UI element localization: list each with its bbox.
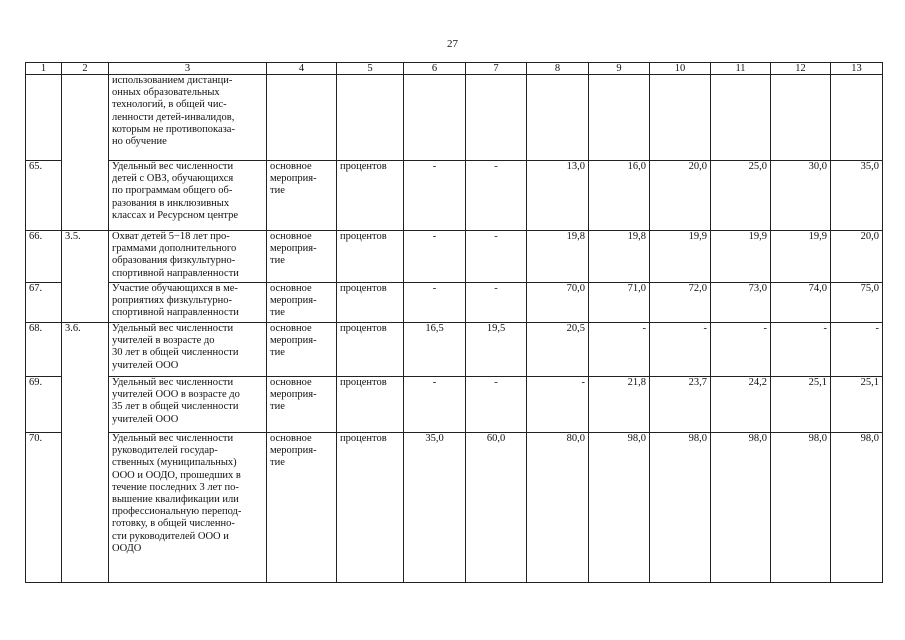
row-number-cell: 69. — [26, 377, 62, 433]
column-number-11: 11 — [711, 63, 771, 75]
description-cell: Удельный вес численности руководителей государ- ственных (муниципальных) ООО и ООДО, прошедших в течение последних 3 лет по- вышение квалификации или профессиональную перепод- готовку, в общей численно- сти руководителей ООО и ООДО — [109, 433, 267, 583]
column-number-10: 10 — [650, 63, 711, 75]
section-cell — [62, 433, 109, 583]
type-cell: основное мероприя- тие — [267, 231, 337, 283]
value-cell: 25,1 — [771, 377, 831, 433]
value-cell: 70,0 — [527, 283, 589, 323]
value-cell: - — [527, 377, 589, 433]
description-cell: Участие обучающихся в ме- роприятиях физкультурно- спортивной направленности — [109, 283, 267, 323]
table-row — [26, 433, 883, 583]
section-cell — [62, 161, 109, 231]
empty-cell — [589, 75, 650, 161]
value-cell: 24,2 — [711, 377, 771, 433]
row-number-cell: 70. — [26, 433, 62, 583]
value-cell: 23,7 — [650, 377, 711, 433]
column-number-2: 2 — [62, 63, 109, 75]
value-cell: - — [404, 161, 466, 231]
column-number-9: 9 — [589, 63, 650, 75]
value-cell: 35,0 — [404, 433, 466, 583]
empty-cell — [466, 75, 527, 161]
column-number-12: 12 — [771, 63, 831, 75]
value-cell: 19,9 — [711, 231, 771, 283]
value-cell: - — [466, 161, 527, 231]
unit-cell: процентов — [337, 377, 404, 433]
type-cell: основное мероприя- тие — [267, 377, 337, 433]
value-cell: 20,0 — [650, 161, 711, 231]
value-cell: 16,0 — [589, 161, 650, 231]
indicators-table — [25, 62, 883, 583]
unit-cell: процентов — [337, 433, 404, 583]
page-number: 27 — [447, 38, 458, 50]
type-cell: основное мероприя- тие — [267, 323, 337, 377]
value-cell: 25,1 — [831, 377, 883, 433]
value-cell: 19,5 — [466, 323, 527, 377]
empty-cell — [831, 75, 883, 161]
column-number-3: 3 — [109, 63, 267, 75]
table-row — [26, 161, 883, 231]
row-number-cell: 65. — [26, 161, 62, 231]
section-cell — [62, 377, 109, 433]
description-cell: Удельный вес численности учителей ООО в возрасте до 35 лет в общей численности учителей ООО — [109, 377, 267, 433]
value-cell: - — [466, 283, 527, 323]
value-cell: 19,9 — [771, 231, 831, 283]
description-cell: Удельный вес численности учителей в возрасте до 30 лет в общей численности учителей ООО — [109, 323, 267, 377]
unit-cell: процентов — [337, 323, 404, 377]
value-cell: 20,5 — [527, 323, 589, 377]
unit-cell: процентов — [337, 161, 404, 231]
description-cell: Охват детей 5−18 лет про- граммами дополнительного образования физкультурно- спортивной направленности — [109, 231, 267, 283]
column-number-4: 4 — [267, 63, 337, 75]
value-cell: - — [711, 323, 771, 377]
value-cell: 71,0 — [589, 283, 650, 323]
section-cell: 3.6. — [62, 323, 109, 377]
value-cell: - — [650, 323, 711, 377]
row-number-cell: 66. — [26, 231, 62, 283]
empty-cell — [527, 75, 589, 161]
value-cell: 25,0 — [711, 161, 771, 231]
value-cell: - — [466, 231, 527, 283]
description-cell: использованием дистанци- онных образовательных технологий, в общей чис- ленности детей-инвалидов, которым не противопоказа- но обучение — [109, 75, 267, 161]
column-number-7: 7 — [466, 63, 527, 75]
unit-cell: процентов — [337, 283, 404, 323]
empty-cell — [771, 75, 831, 161]
value-cell: - — [589, 323, 650, 377]
value-cell: 72,0 — [650, 283, 711, 323]
value-cell: 19,8 — [527, 231, 589, 283]
section-cell — [62, 75, 109, 161]
value-cell: 98,0 — [771, 433, 831, 583]
value-cell: 60,0 — [466, 433, 527, 583]
table-row — [26, 323, 883, 377]
column-number-8: 8 — [527, 63, 589, 75]
section-cell — [62, 283, 109, 323]
value-cell: 35,0 — [831, 161, 883, 231]
type-cell: основное мероприя- тие — [267, 283, 337, 323]
value-cell: 98,0 — [711, 433, 771, 583]
unit-cell: процентов — [337, 231, 404, 283]
value-cell: 98,0 — [650, 433, 711, 583]
type-cell: основное мероприя- тие — [267, 433, 337, 583]
value-cell: - — [771, 323, 831, 377]
value-cell: 98,0 — [589, 433, 650, 583]
table-row — [26, 75, 883, 161]
section-cell: 3.5. — [62, 231, 109, 283]
row-number-cell: 68. — [26, 323, 62, 377]
type-cell: основное мероприя- тие — [267, 161, 337, 231]
row-number-cell: 67. — [26, 283, 62, 323]
table-row — [26, 231, 883, 283]
value-cell: 30,0 — [771, 161, 831, 231]
column-numbers-row — [26, 63, 883, 75]
value-cell: 19,9 — [650, 231, 711, 283]
column-number-5: 5 — [337, 63, 404, 75]
row-number-cell — [26, 75, 62, 161]
value-cell: 73,0 — [711, 283, 771, 323]
value-cell: 21,8 — [589, 377, 650, 433]
empty-cell — [711, 75, 771, 161]
column-number-13: 13 — [831, 63, 883, 75]
value-cell: 74,0 — [771, 283, 831, 323]
empty-cell — [337, 75, 404, 161]
column-number-6: 6 — [404, 63, 466, 75]
description-cell: Удельный вес численности детей с ОВЗ, обучающихся по программам общего об- разования в инклюзивных классах и Ресурсном центре — [109, 161, 267, 231]
empty-cell — [404, 75, 466, 161]
value-cell: - — [831, 323, 883, 377]
value-cell: - — [404, 377, 466, 433]
value-cell: - — [466, 377, 527, 433]
value-cell: 20,0 — [831, 231, 883, 283]
value-cell: 13,0 — [527, 161, 589, 231]
value-cell: 98,0 — [831, 433, 883, 583]
value-cell: - — [404, 283, 466, 323]
value-cell: 19,8 — [589, 231, 650, 283]
empty-cell — [650, 75, 711, 161]
value-cell: 75,0 — [831, 283, 883, 323]
column-number-1: 1 — [26, 63, 62, 75]
value-cell: - — [404, 231, 466, 283]
value-cell: 16,5 — [404, 323, 466, 377]
table-row — [26, 283, 883, 323]
table-row — [26, 377, 883, 433]
empty-cell — [267, 75, 337, 161]
value-cell: 80,0 — [527, 433, 589, 583]
